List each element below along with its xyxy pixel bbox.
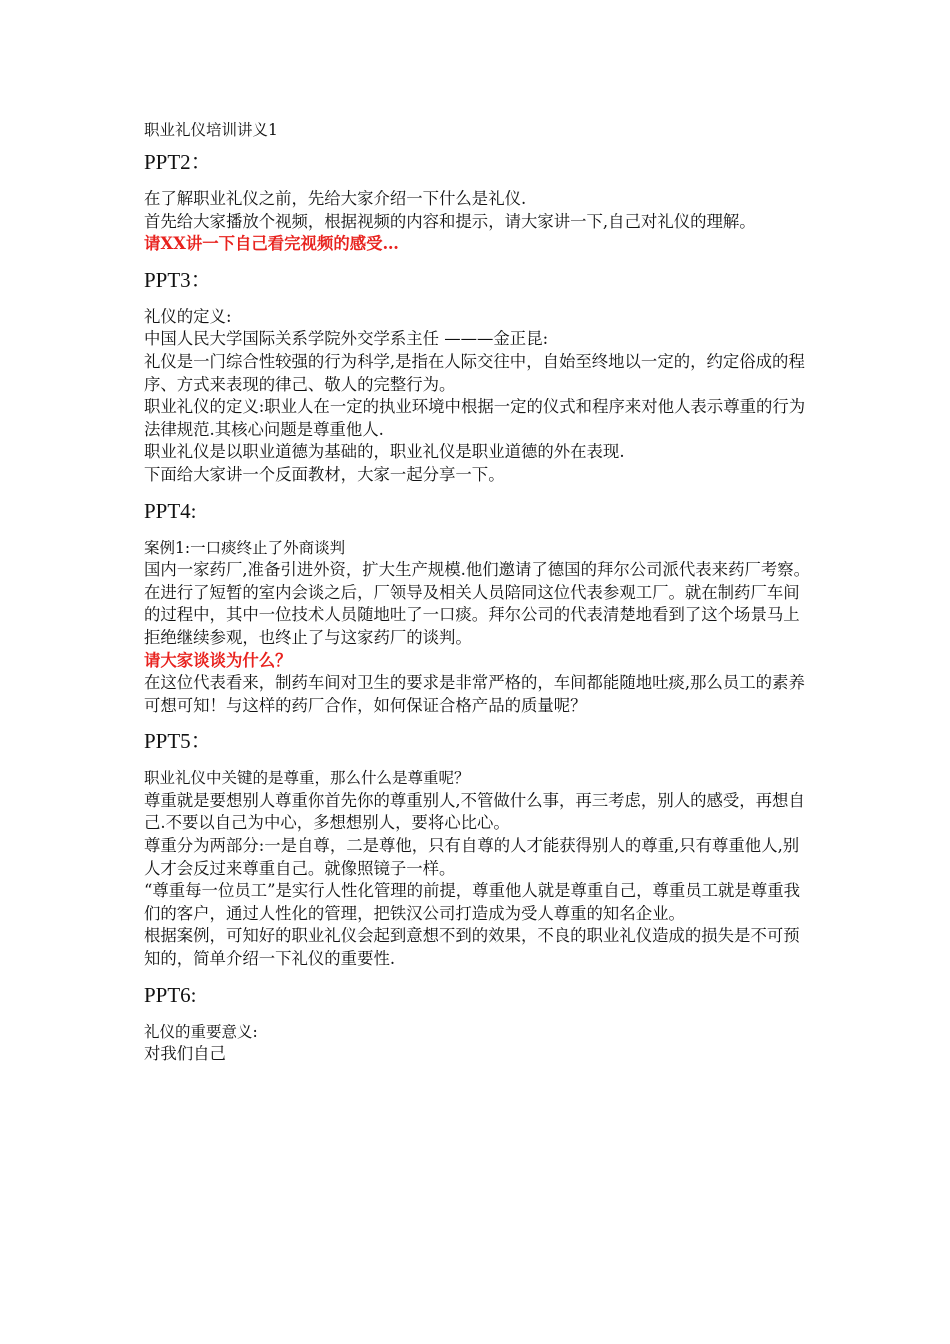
paragraph: 案例1:一口痰终止了外商谈判: [144, 538, 346, 557]
highlighted-prompt: 请大家谈谈为什么？: [144, 650, 292, 670]
section-ppt2: [144, 150, 814, 256]
section-heading: PPT6:: [144, 982, 197, 1007]
paragraph: 国内一家药厂,准备引进外资，扩大生产规模.他们邀请了德国的拜尔公司派代表来药厂考察。在进行了短暂的室内会谈之后，厂领导及相关人员陪同这位代表参观工厂。就在制药厂车间的过程中，其中一位技术人员随地吐了一口痰。拜尔公司的代表清楚地看到了这个场景马上拒绝继续参观，也终止了与这家药厂的谈判。: [144, 560, 811, 647]
paragraph: 在了解职业礼仪之前，先给大家介绍一下什么是礼仪.: [144, 189, 527, 208]
paragraph: 职业礼仪是以职业道德为基础的，职业礼仪是职业道德的外在表现.: [144, 442, 625, 462]
paragraph: 礼仪的重要意义:: [144, 1022, 258, 1041]
paragraph: 中国人民大学国际关系学院外交学系主任 ———金正昆:: [144, 329, 549, 349]
paragraph: 礼仪的定义:: [144, 306, 232, 326]
section-heading: PPT2：: [144, 150, 212, 174]
paragraph: 首先给大家播放个视频，根据视频的内容和提示，请大家讲一下,自己对礼仪的理解。: [144, 211, 756, 231]
highlighted-prompt: 请XX讲一下自己看完视频的感受…: [144, 234, 399, 254]
paragraph: 对我们自己: [144, 1044, 226, 1064]
paragraph: 职业礼仪的定义:职业人在一定的执业环境中根据一定的仪式和程序来对他人表示尊重的行为法律规范.其核心问题是尊重他人.: [144, 397, 806, 439]
paragraph: 根据案例，可知好的职业礼仪会起到意想不到的效果，不良的职业礼仪造成的损失是不可预知的，简单介绍一下礼仪的重要性.: [144, 926, 800, 969]
document-page: [144, 120, 814, 1078]
paragraph: 在这位代表看来，制药车间对卫生的要求是非常严格的，车间都能随地吐痰,那么员工的素养可想可知！与这样的药厂合作，如何保证合格产品的质量呢？: [144, 673, 805, 715]
document-body: [144, 150, 814, 1066]
section-heading: PPT4:: [144, 498, 197, 523]
paragraph: 下面给大家讲一个反面教材，大家一起分享一下。: [144, 464, 505, 484]
paragraph: 礼仪是一门综合性较强的行为科学,是指在人际交往中，自始至终地以一定的，约定俗成的程序、方式来表现的律己、敬人的完整行为。: [144, 351, 805, 394]
paragraph: 职业礼仪中关键的是尊重，那么什么是尊重呢？: [144, 769, 470, 788]
section-ppt4: [144, 499, 814, 718]
document-title: 职业礼仪培训讲义1: [144, 121, 278, 139]
paragraph: “尊重每一位员工”是实行人性化管理的前提，尊重他人就是尊重自己，尊重员工就是尊重我们的客户，通过人性化的管理，把铁汉公司打造成为受人尊重的知名企业。: [144, 881, 800, 923]
paragraph: 尊重就是要想别人尊重你首先你的尊重别人,不管做什么事，再三考虑，别人的感受，再想自己.不要以自己为中心，多想想别人，要将心比心。: [144, 790, 805, 833]
section-ppt5: [144, 729, 814, 970]
section-ppt3: [144, 268, 814, 487]
section-ppt6: [144, 983, 814, 1066]
section-heading: PPT3：: [144, 267, 212, 292]
section-heading: PPT5：: [144, 729, 212, 754]
paragraph: 尊重分为两部分:一是自尊，二是尊他，只有自尊的人才能获得别人的尊重,只有尊重他人,别人才会反过来尊重自己。就像照镜子一样。: [144, 836, 800, 878]
